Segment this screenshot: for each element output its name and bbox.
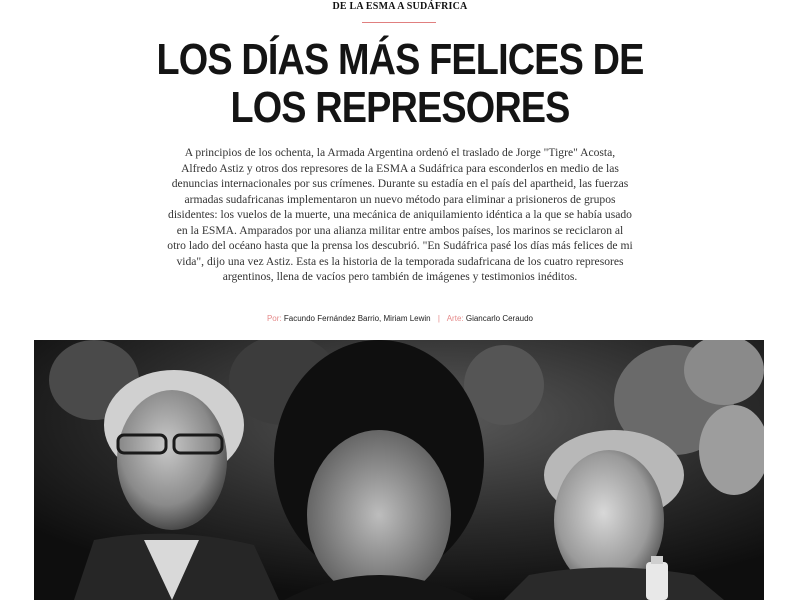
byline-art-label: Arte: [446, 314, 464, 323]
author-link-fernandez-barrio[interactable]: Facundo Fernández Barrio, [283, 314, 382, 323]
byline-separator: | [437, 314, 440, 323]
headline-line-2: LOS REPRESORES [230, 83, 570, 132]
hero-photo [34, 340, 764, 600]
headline-line-1: LOS DÍAS MÁS FELICES DE [156, 35, 644, 84]
artist-link-ceraudo[interactable]: Giancarlo Ceraudo [465, 314, 534, 323]
kicker-divider [362, 22, 436, 23]
author-link-lewin[interactable]: Miriam Lewin [383, 314, 431, 323]
byline-by-label: Por: [266, 314, 282, 323]
section-kicker[interactable]: DE LA ESMA A SUDÁFRICA [332, 1, 468, 12]
article-headline [56, 36, 744, 132]
courtroom-photo-icon [34, 340, 764, 600]
byline [0, 313, 800, 325]
article-lede: A principios de los ochenta, la Armada Argentina ordenó el traslado de Jorge "Tigre" Acosta, Alfredo Astiz y otros dos represores de la ESMA a Sudáfrica para esconderlos en medio de las denuncias internacionales por sus crímenes. Durante su estadía en el país del apartheid, las fuerzas armadas sudafricanas implementaron un nuevo método para eliminar a prisioneros de grupos disidentes: los vuelos de la muerte, una mecánica de aniquilamiento idéntica a la que se había usado en la ESMA. Amparados por una alianza militar entre ambos países, los marinos se reciclaron al otro lado del océano hasta que la prensa los descubrió. "En Sudáfrica pasé los días más felices de mi vida", dijo una vez Astiz. Esta es la historia de la temporada sudafricana de los cuatro represores argentinos, llena de vacíos pero también de imágenes y testimonios inéditos. [167, 146, 633, 283]
